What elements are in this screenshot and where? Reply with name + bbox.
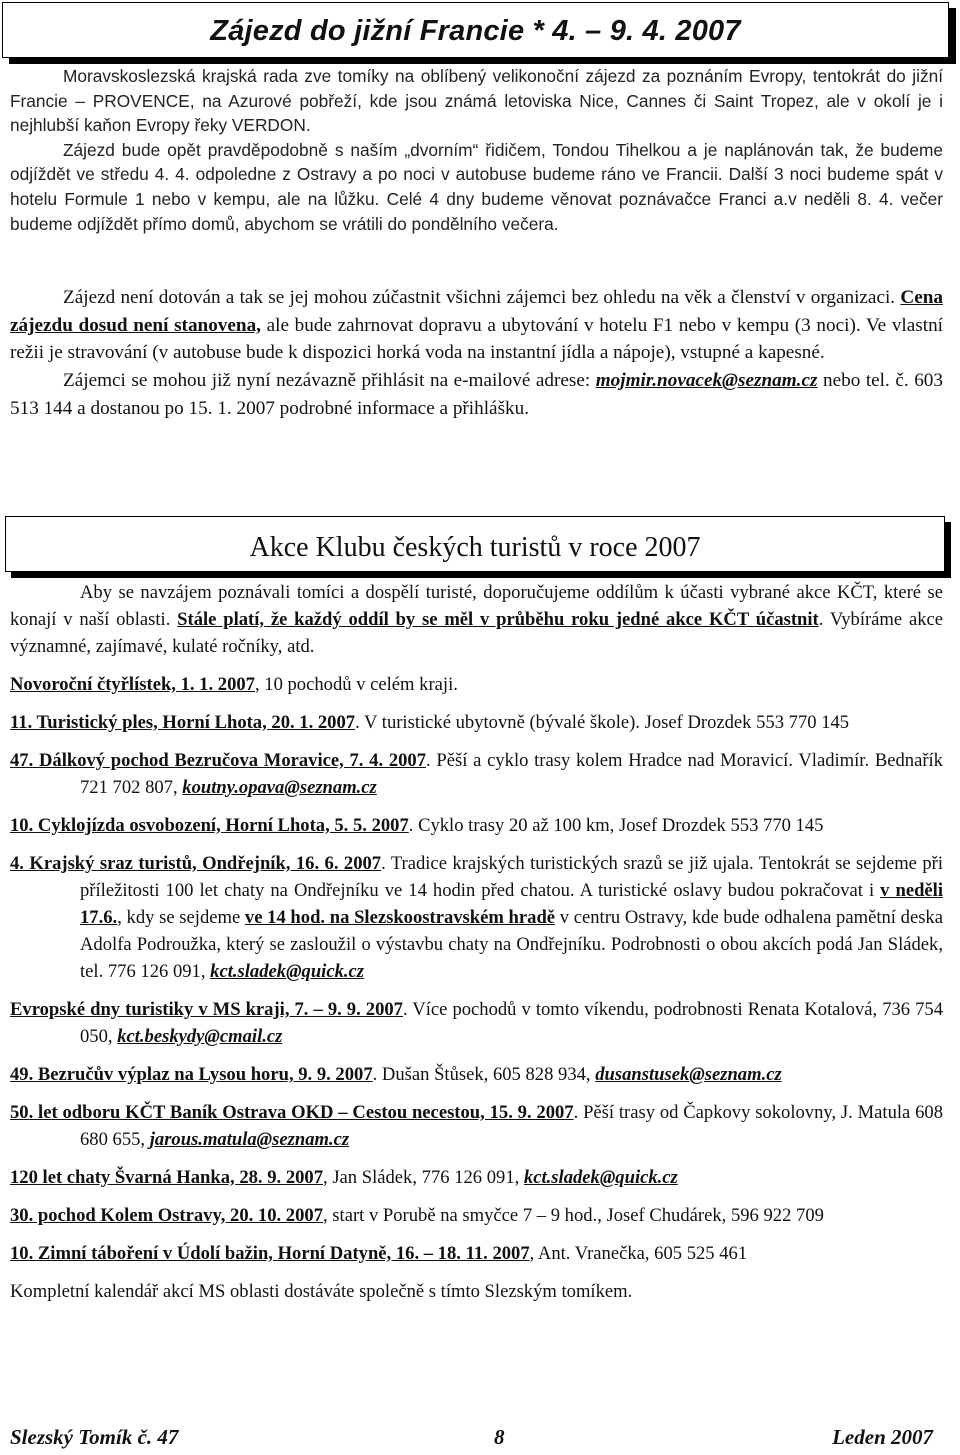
event-title: 49. Bezručův výplaz na Lysou horu, 9. 9. 2007 (10, 1064, 373, 1085)
event-item (10, 747, 943, 801)
kct-closing: Kompletní kalendář akcí MS oblasti dostáváte společně s tímto Slezským tomíkem. (10, 1281, 633, 1302)
footer-page-number: 8 (494, 1425, 505, 1449)
kct-intro-emphasis: Stále platí, že každý oddíl by se měl v průběhu roku jedné akce KČT účastnit (177, 609, 819, 630)
event-text: . Tradice krajských turistických srazů se již ujala. Tentokrát se sejdeme při příležitosti 100 let chaty na Ondřejníku ve 14 hodin před chatou. A turistické oslavy budou pokračovat i (80, 853, 943, 901)
kct-section (10, 579, 943, 1305)
footer-publication: Slezský Tomík č. 47 (10, 1425, 179, 1449)
event-item (10, 1164, 943, 1191)
event-text: , 10 pochodů v celém kraji. (254, 674, 458, 695)
event-emphasis: ve 14 hod. na Slezskoostravském hradě (244, 907, 556, 928)
event-title: 47. Dálkový pochod Bezručova Moravice, 7. 4. 2007 (10, 750, 427, 771)
event-text: . V turistické ubytovně (bývalé škole). Josef Drozdek 553 770 145 (355, 712, 850, 733)
event-title: 120 let chaty Švarná Hanka, 28. 9. 2007 (10, 1167, 324, 1188)
event-text: . Cyklo trasy 20 až 100 km, Josef Drozdek 553 770 145 (408, 815, 824, 836)
kct-intro-rest: . Vybíráme akce významné, zajímavé, kulaté ročníky, atd. (10, 609, 944, 657)
trip-title: Zájezd do jižní Francie * 4. – 9. 4. 2007 (210, 15, 741, 47)
event-text: v centru Ostravy, kde bude odhalena pamětní deska Adolfa Podroužka, který se zasloužil o výstavbu chaty na Ondřejníku. Podrobnosti o obou akcích podá Jan Sládek, tel. 776 126 091, (80, 907, 943, 982)
event-title: 10. Zimní táboření v Údolí bažin, Horní Datyně, 16. – 18. 11. 2007 (10, 1243, 530, 1264)
event-email-link[interactable]: kct.sladek@quick.cz (523, 1167, 678, 1188)
trip-p4-rest: nebo tel. č. 603 513 144 a dostanou po 15. 1. 2007 podrobné informace a přihlášku. (10, 370, 943, 419)
footer-date: Leden 2007 (832, 1425, 933, 1449)
trip-price-note: Cena zájezdu dosud není stanovena, (10, 287, 944, 336)
event-text: . Více pochodů v tomto víkendu, podrobnosti Renata Kotalová, 736 754 050, (80, 999, 944, 1047)
event-item (10, 1099, 943, 1153)
event-title: 4. Krajský sraz turistů, Ondřejník, 16. 6. 2007 (10, 853, 382, 874)
event-item (10, 1202, 943, 1229)
event-item (10, 709, 943, 736)
trip-paragraph-3 (10, 284, 943, 367)
event-item (10, 996, 943, 1050)
trip-paragraph-4 (10, 367, 943, 422)
trip-title-box (2, 2, 949, 58)
event-title: 10. Cyklojízda osvobození, Horní Lhota, 5. 5. 2007 (10, 815, 409, 836)
event-emphasis: v neděli 17.6. (80, 880, 944, 928)
kct-title-box (5, 516, 945, 572)
event-title: 11. Turistický ples, Horní Lhota, 20. 1. 2007 (10, 712, 356, 733)
event-email-link[interactable]: kct.sladek@quick.cz (210, 961, 365, 982)
trip-paragraph-2: Zájezd bude opět pravděpodobně s naším „dvorním“ řidičem, Tondou Tihelkou a je naplánován tak, že budeme odjíždět ve středu 4. 4. odpoledne z Ostravy a po noci v autobuse budeme ráno ve Francii. Další 3 noci budeme spát v hotelu Formule 1 nebo v kempu, ale na lůžku. Celé 4 dny budeme věnovat poznávačce Franci a.v neděli 8. 4. večer budeme odjíždět přímo domů, abychom se vrátili do pondělního večera. (10, 139, 943, 234)
kct-title: Akce Klubu českých turistů v roce 2007 (249, 532, 701, 563)
event-text: , kdy se sejdeme (117, 907, 245, 928)
event-email-link[interactable]: koutny.opava@seznam.cz (182, 777, 377, 798)
event-title: Evropské dny turistiky v MS kraji, 7. – 9. 9. 2007 (10, 999, 403, 1020)
trip-email-link[interactable]: mojmir.novacek@seznam.cz (595, 370, 818, 392)
trip-p4-text: Zájemci se mohou již nyní nezávazně přihlásit na e-mailové adrese: (63, 370, 596, 392)
event-text: , Ant. Vranečka, 605 525 461 (529, 1243, 748, 1264)
kct-intro-text: Aby se navzájem poznávali tomíci a dospělí turisté, doporučujeme oddílům k účasti vybrané akce KČT, které se konají v naší oblasti. (10, 582, 943, 630)
kct-intro (10, 579, 943, 660)
event-item (10, 1061, 943, 1088)
event-text: . Pěší trasy od Čapkovy sokolovny, J. Matula 608 680 655, (80, 1102, 943, 1150)
event-email-link[interactable]: kct.beskydy@cmail.cz (117, 1026, 283, 1047)
trip-paragraph-1: Moravskoslezská krajská rada zve tomíky na oblíbený velikonoční zájezd za poznáním Evropy, tentokrát do jižní Francie – PROVENCE, na Azurové pobřeží, kde jsou známá letoviska Nice, Cannes či Saint Tropez, ale v okolí je i nejhlubší kaňon Evropy řeky VERDON. (10, 66, 943, 136)
trip-p3-rest: ale bude zahrnovat dopravu a ubytování v hotelu F1 nebo v kempu (3 noci). Ve vlastní režii je stravování (v autobuse bude k dispozici horká voda na instantní jídla a nápoje), vstupné a kapesné. (10, 314, 944, 364)
event-email-link[interactable]: dusanstusek@seznam.cz (595, 1064, 782, 1085)
event-title: 30. pochod Kolem Ostravy, 20. 10. 2007 (10, 1205, 323, 1226)
event-text: . Pěší a cyklo trasy kolem Hradce nad Moravicí. Vladimír. Bednařík 721 702 807, (80, 750, 943, 798)
page-footer (10, 1425, 943, 1451)
event-text: , Jan Sládek, 776 126 091, (323, 1167, 524, 1188)
event-title: 50. let odboru KČT Baník Ostrava OKD – Cestou necestou, 15. 9. 2007 (10, 1102, 574, 1123)
trip-p3-text: Zájezd není dotován a tak se jej mohou zúčastnit všichni zájemci bez ohledu na věk a členství v organizaci. (63, 287, 896, 308)
event-item (10, 850, 943, 985)
trip-section-sans (10, 64, 943, 236)
event-item (10, 812, 943, 839)
event-item (10, 1240, 943, 1267)
trip-section-serif (10, 284, 943, 423)
event-email-link[interactable]: jarous.matula@seznam.cz (149, 1129, 350, 1150)
event-title: Novoroční čtyřlístek, 1. 1. 2007 (10, 674, 255, 695)
event-text: . Dušan Štůsek, 605 828 934, (372, 1064, 596, 1085)
event-item (10, 671, 943, 698)
event-text: , start v Porubě na smyčce 7 – 9 hod., Josef Chudárek, 596 922 709 (323, 1205, 824, 1226)
